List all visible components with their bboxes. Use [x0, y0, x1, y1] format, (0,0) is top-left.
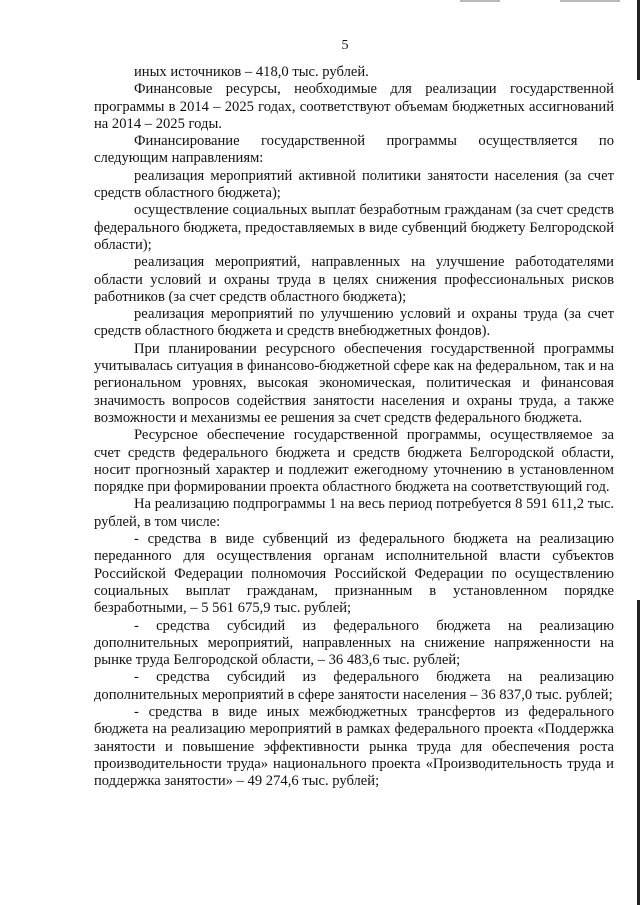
scan-artifact-top-right [560, 0, 620, 2]
paragraph-item-subsidies-labor-market: - средства субсидий из федерального бюджета на реализацию дополнительных мероприятий, направленных на снижение напряженности на рынке труда Белгородской области, – 36 483,6 тыс. рублей; [94, 617, 614, 669]
paragraph-subprogram-1: На реализацию подпрограммы 1 на весь период потребуется 8 591 611,2 тыс. рублей, в том числе: [94, 496, 614, 530]
scan-artifact-top [460, 0, 500, 2]
paragraph-item-interbudget-transfers: - средства в виде иных межбюджетных трансфертов из федерального бюджета на реализацию мероприятий в рамках федерального проекта «Поддержка занятости и повышение эффективности рынка труда для обеспечения роста производительности труда» национального проекта «Производительность труда и поддержка занятости» – 49 274,6 тыс. рублей; [94, 703, 614, 790]
paragraph-resource-provision: Ресурсное обеспечение государственной программы, осуществляемое за счет средств федерального бюджета и средств бюджета Белгородской области, носит прогнозный характер и подлежит ежегодному уточнению в установленном порядке при формировании проекта областного бюджета на соответствующий год. [94, 427, 614, 496]
paragraph-direction-3: реализация мероприятий, направленных на улучшение работодателями области условий и охраны труда в целях снижения профессиональных рисков работников (за счет средств областного бюджета); [94, 254, 614, 305]
paragraph-item-subsidies-employment: - средства субсидий из федерального бюджета на реализацию дополнительных мероприятий в сфере занятости населения – 36 837,0 тыс. рублей; [94, 669, 614, 703]
paragraph-direction-1: реализация мероприятий активной политики занятости населения (за счет средств областного бюджета); [94, 167, 614, 202]
paragraph-direction-4: реализация мероприятий по улучшению условий и охраны труда (за счет средств областного бюджета и средств внебюджетных фондов). [94, 306, 614, 340]
paragraph-financing-directions: Финансирование государственной программы осуществляется по следующим направлениям: [94, 133, 614, 167]
paragraph-continuation: иных источников – 418,0 тыс. рублей. [134, 64, 369, 80]
paragraph-planning: При планировании ресурсного обеспечения государственной программы учитывалась ситуация в финансово-бюджетной сфере как на федеральном, так и на региональном уровнях, высокая экономическая, политическая и финансовая значимость вопросов содействия занятости населения и охраны труда, а также возможности и механизмы ее решения за счет средств федерального бюджета. [94, 340, 614, 426]
paragraph-direction-2: осуществление социальных выплат безработным гражданам (за счет средств федерального бюджета, предоставляемых в виде субвенций бюджету Белгородской области); [94, 202, 614, 253]
page-number: 5 [341, 38, 349, 53]
paragraph-financial-resources: Финансовые ресурсы, необходимые для реализации государственной программы в 2014 – 2025 годах, соответствуют объемам бюджетных ассигнований на 2014 – 2025 годы. [94, 81, 614, 132]
paragraph-item-subventions: - средства в виде субвенций из федерального бюджета на реализацию переданного для осуществления органам исполнительной власти субъектов Российской Федерации полномочия Российской Федерации по осуществлению социальных выплат гражданам, признанным в установленном порядке безработными, – 5 561 675,9 тыс. рублей; [94, 531, 614, 617]
body-text [94, 64, 614, 790]
